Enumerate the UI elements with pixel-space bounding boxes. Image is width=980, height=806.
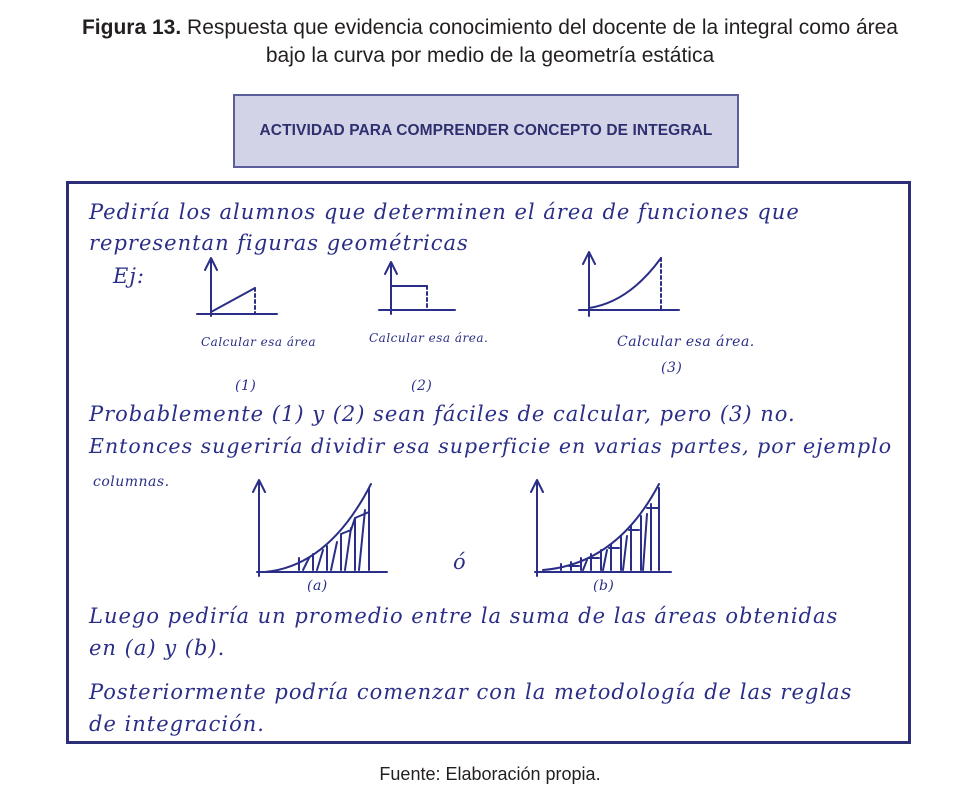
- figure-caption: [20, 14, 960, 70]
- activity-title: ACTIVIDAD PARA COMPRENDER CONCEPTO DE INTEGRAL: [259, 122, 713, 139]
- hw-line-1: Pediría los alumnos que determinen el área de funciones que: [89, 200, 800, 224]
- hw-line-9: de integración.: [89, 712, 265, 736]
- hw-line-3: Probablemente (1) y (2) sean fáciles de calcular, pero (3) no.: [89, 402, 796, 426]
- source-note: Fuente: Elaboración propia.: [379, 764, 601, 784]
- sketch-2-caption: Calcular esa área.: [369, 331, 489, 345]
- hw-line-2: representan figuras geométricas: [89, 231, 469, 255]
- handwritten-answer-sheet: [66, 181, 911, 744]
- hw-line-7: en (a) y (b).: [89, 636, 226, 660]
- graph-b-label: (b): [593, 578, 615, 594]
- figure-label: Figura 13.: [81, 16, 182, 39]
- caption-text-1: Respuesta que evidencia conocimiento del docente de la integral como área: [187, 16, 898, 39]
- or-word: ó: [453, 550, 467, 574]
- sketch-2-rectangle-graph: [379, 262, 455, 314]
- caption-text-2: bajo la curva por medio de la geometría estática: [265, 44, 715, 67]
- graph-a-label: (a): [307, 578, 328, 594]
- graph-a-columns: [253, 480, 387, 576]
- sketch-3-number: (3): [661, 360, 683, 376]
- sketch-1-number: (1): [235, 378, 257, 394]
- activity-header: [233, 94, 739, 168]
- hw-ej: Ej:: [113, 264, 145, 288]
- graph-b-columns: [531, 480, 671, 576]
- sketch-3-curve-graph: [579, 252, 679, 316]
- hw-line-4: Entonces sugeriría dividir esa superficie en varias partes, por ejemplo: [89, 434, 893, 458]
- caption-line-1: [20, 14, 960, 42]
- sketch-3-caption: Calcular esa área.: [617, 334, 755, 350]
- sketch-2-number: (2): [411, 378, 433, 394]
- sketch-1-caption: Calcular esa área: [201, 335, 317, 349]
- hw-line-8: Posteriormente podría comenzar con la metodología de las reglas: [89, 680, 853, 704]
- sketch-1-line-graph: [197, 258, 277, 316]
- hw-line-5: columnas.: [93, 474, 170, 490]
- hw-sketches: [69, 184, 914, 747]
- hw-line-6: Luego pediría un promedio entre la suma de las áreas obtenidas: [89, 604, 839, 628]
